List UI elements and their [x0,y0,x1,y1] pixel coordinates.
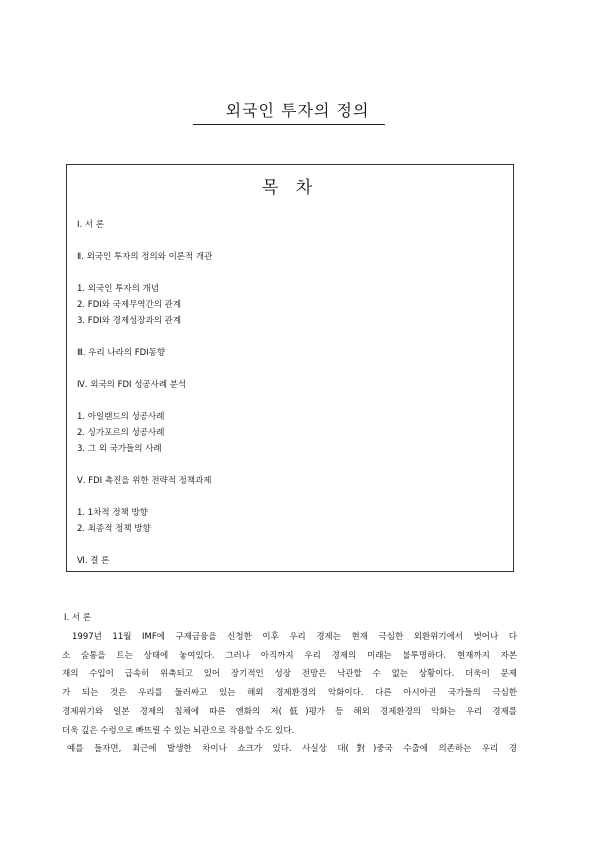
toc-item-3: Ⅲ. 우리 나라의 FDI동향 [77,348,166,358]
toc-subitem-2-3: 3. FDI와 경제성장과의 관계 [77,316,182,326]
toc-subitem-4-1: 1. 아일랜드의 성공사례 [77,412,165,422]
toc-item-4: Ⅳ. 외국의 FDI 성공사례 분석 [77,380,187,390]
body-paragraph-1 [62,628,517,740]
toc-subitem-2-1: 1. 외국인 투자의 개념 [77,284,159,294]
paragraph-line: 재의 수입이 급속히 위축되고 있어 장기적인 성장 전망은 낙관할 수 없는 상황이다. 더욱이 문제 [62,669,517,680]
toc-heading: 목 차 [261,178,319,198]
toc-item-5: Ⅴ. FDI 촉진을 위한 전략적 정책과제 [77,476,212,486]
toc-item-2: Ⅱ. 외국인 투자의 정의와 이론적 개관 [77,252,213,262]
paragraph-line: 1997년 11월 IMF에 구제금융을 신청한 이후 우리 경제는 현재 극심한 외환위기에서 벗어나 다 [72,632,517,642]
toc-subitem-4-2: 2. 싱가포르의 성공사례 [77,428,165,438]
title-underline [193,124,385,125]
document-title: 외국인 투자의 정의 [225,101,370,120]
toc-subitem-5-2: 2. 최종적 정책 방향 [77,524,151,534]
table-of-contents [66,164,514,572]
section-heading-introduction: Ⅰ. 서 론 [64,613,92,623]
toc-subitem-2-2: 2. FDI와 국제무역간의 관계 [77,300,182,310]
paragraph-line: 더욱 깊은 수렁으로 빠뜨릴 수 있는 뇌관으로 작용할 수도 있다. [62,725,295,736]
toc-item-6: Ⅵ. 결 론 [77,556,110,566]
toc-item-1: Ⅰ. 서 론 [77,220,105,230]
paragraph-line: 경제위기와 일본 경제의 침체에 따른 엔화의 저(低)평가 등 해외 경제환경의 악화는 우리 경제를 [62,706,517,717]
paragraph-line: 소 숨통을 트는 상태에 놓여있다. 그러나 아직까지 우리 경제의 미래는 불투명하다. 현재까지 자본 [62,650,517,661]
paragraph-line: 예를 들자면, 최근에 발생한 차이나 쇼크가 있다. 사실상 대(對)중국 수출에 의존하는 우리 경 [67,744,517,754]
paragraph-line: 가 되는 것은 우리를 둘러싸고 있는 해외 경제환경의 악화이다. 다른 아시아권 국가들의 극심한 [62,688,517,699]
toc-subitem-5-1: 1. 1차적 정책 방향 [77,508,148,518]
body-paragraph-2 [62,740,517,759]
toc-subitem-4-3: 3. 그 외 국가들의 사례 [77,444,162,454]
